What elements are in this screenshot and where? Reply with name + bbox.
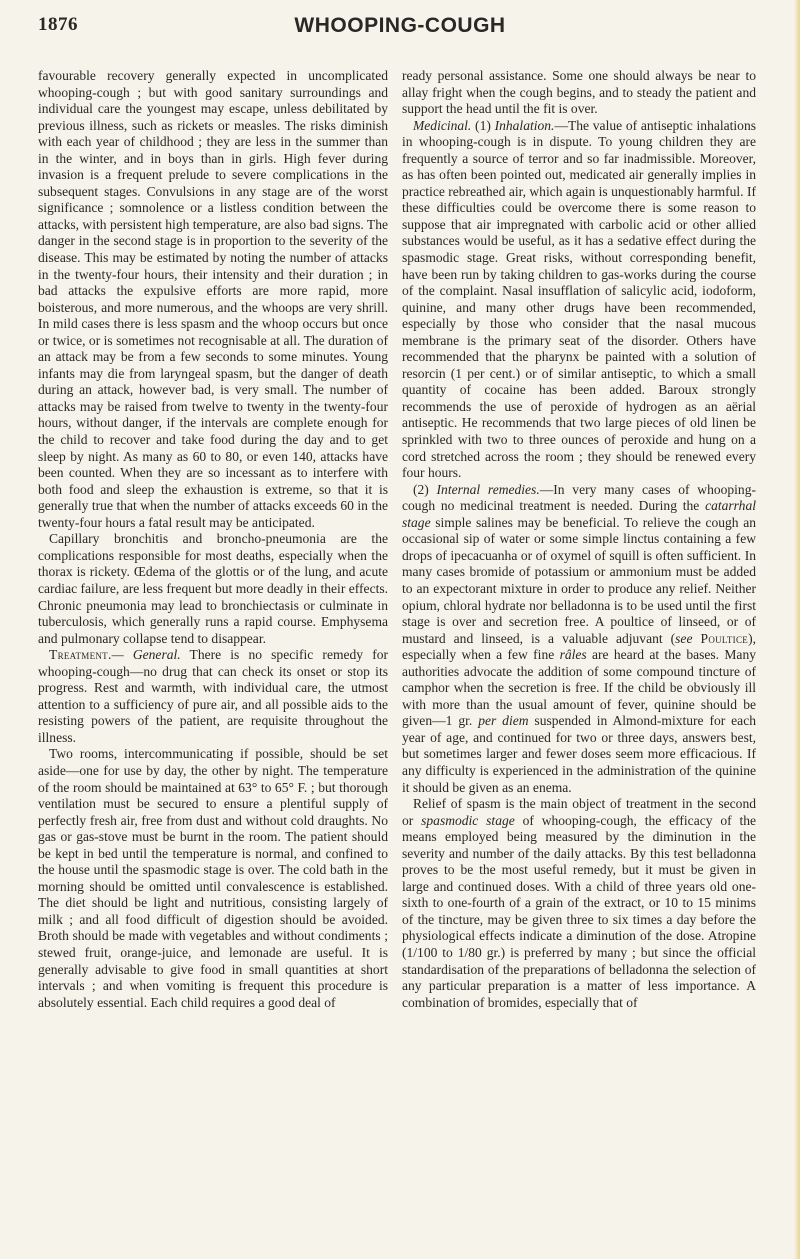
- paragraph: favourable recovery generally expected in uncomplicated whooping-cough ; but with good sanitary surroundings and individual care the youngest may escape, unless debilitated by previous illness, such as rickets or measles. The risks diminish with each year of childhood ; they are less in the summer than in the winter, and in boys than in girls. High fever during invasion is a frequent prelude to severe complications in the subsequent stages. Convulsions in any stage are of the worst significance ; somnolence or a listless condition between the attacks, with persistent high temperature, are also bad signs. The danger in the second stage is in proportion to the severity of the disease. This may be estimated by noting the number of attacks in the twenty-four hours, their intensity and their duration ; in bad attacks the expulsive efforts are more rapid, more boisterous, and more numerous, and the whoops are very shrill. In mild cases there is less spasm and the whoop occurs but once or twice, or is sometimes not recognisable at all. The duration of an attack may be from a few seconds to some minutes. Young infants may die from laryngeal spasm, but the danger of death during an attack, however bad, is very small. The number of attacks may be raised from twelve to twenty in the twenty-four hours, without danger, if the intervals are complete enough for the child to recover and take food during the day and to get sleep by night. As many as 60 to 80, or even 140, attacks have been counted. When they are so incessant as to interfere with both food and sleep the exhaustion is extreme, so that it is generally true that when the number of attacks exceeds 60 in the twenty-four hours a fatal result may be anticipated.: [38, 68, 388, 530]
- paragraph-text: simple salines may be beneficial. To relieve the cough an occasional sip of water or some simple linctus containing a few drops of ipecacuanha or of oxymel of squill is often sufficient. In many cases bromide of potassium or ammonium must be added to an expectorant mixture in order to produce any relief. Neither opium, chloral hydrate nor belladonna is to be used until the first stage is over and secretion free. A poultice of linseed, or of mustard and linseed, is a valuable adjuvant (: [402, 514, 756, 646]
- paragraph: Capillary bronchitis and broncho-pneumonia are the complications responsible for most deaths, especially when the thorax is rickety. Œdema of the glottis or of the lung, and acute cardiac failure, are less frequent but more deadly in their effects. Chronic pneumonia may lead to bronchiectasis or culminate in tuberculosis, which generally runs a rapid course. Emphysema and pulmonary collapse tend to disappear.: [38, 531, 388, 646]
- item-number: (1): [471, 117, 495, 133]
- cross-reference-link: Poultice: [700, 630, 749, 646]
- paragraph: [402, 482, 756, 796]
- paragraph-text: suspended in Almond-mixture for each year of age, and continued for two or three days, answers best, but sometimes larger and fewer doses seem more efficacious. If any difficulty is experienced in the administration of the quinine it should be given as an enema.: [402, 713, 756, 795]
- running-title: WHOOPING-COUGH: [294, 14, 506, 37]
- item-number: (2): [413, 481, 437, 497]
- paragraph-text: —In very many cases of whooping-cough no medicinal treatment is needed. During the: [402, 481, 756, 514]
- page-number: 1876: [38, 14, 78, 35]
- paragraph-text: Relief of spasm is the main object of treatment in the second or: [402, 796, 756, 828]
- section-heading: Treatment.: [49, 647, 112, 663]
- subsection-heading: Inhalation.: [494, 117, 555, 133]
- left-column: [38, 68, 388, 1011]
- emphasis: see: [675, 630, 693, 646]
- emphasis: râles: [559, 647, 587, 663]
- subsection-heading: — General.: [111, 647, 181, 663]
- paragraph-text: —The value of antiseptic inhalations in whooping-cough is in dispute. To young children they are frequently a source of terror and so far inadmissible. Moreover, as has often been pointed out, medicated air generally implies in practice rebreathed air, which again is unquestionably harmful. If these difficulties could be overcome there is some reason to suppose that air impregnated with carbolic acid or other allied substances would be useful, as it has a sedative effect during the spasmodic stage. Great risks, without corresponding benefit, have been run by taking children to gas-works during the course of the complaint. Nasal insufflation of salicylic acid, iodoform, quinine, and many other drugs have been recommended, especially by those who consider that the nasal mucous membrane is the primary seat of the disorder. Others have recommended that the pharynx be painted with a solution of resorcin (1 per cent.) or of similar antiseptic, to which a small quantity of cocaine has been added. Baroux strongly recommends the use of peroxide of hydrogen as an aërial antiseptic. He recommends that two large pieces of old linen be sprinkled with two to three ounces of peroxide and hung on a cord stretched across the room ; they should be renewed every four hours.: [402, 117, 756, 481]
- paragraph-text: ), especially when a few fine: [402, 630, 756, 663]
- paragraph: [38, 647, 388, 746]
- paragraph: [402, 796, 756, 1011]
- paragraph-text: are heard at the bases. Many authorities advocate the addition of some compound tincture of camphor when the secretion is free. If the child be obviously ill with more than the usual amount of fever, quinine should be given—1 gr.: [402, 647, 756, 729]
- paragraph: ready personal assistance. Some one should always be near to allay fright when the cough begins, and to steady the patient and support the head until the fit is over.: [402, 68, 756, 117]
- paragraph-text: There is no specific remedy for whooping-cough—no drug that can check its onset or stop its progress. Rest and warmth, with individual care, the utmost attention to a sufficiency of pure air, and all possible aids to the resisting powers of the patient, are requisite throughout the illness.: [38, 647, 388, 745]
- emphasis: catarrhal stage: [402, 498, 756, 530]
- right-column: [402, 68, 756, 1011]
- page-edge: [794, 0, 800, 1259]
- subsection-heading: Internal remedies.: [436, 481, 540, 497]
- paragraph: Two rooms, intercommunicating if possible, should be set aside—one for use by day, the other by night. The temperature of the room should be maintained at 63° to 65° F. ; but thorough ventilation must be secured to ensure a plentiful supply of perfectly fresh air, free from dust and without cold draughts. No gas or gas-stove must be burnt in the room. The patient should be kept in bed until the temperature is normal, and confined to the house until the spasmodic stage is over. The cold bath in the morning should be omitted until convalescence is established. The diet should be light and nutritious, consisting largely of milk ; and all food difficult of digestion should be avoided. Broth should be made with vegetables and without condiments ; stewed fruit, orange-juice, and lemonade are useful. It is generally advisable to give food in small quantities at short intervals ; and when vomiting is frequent this procedure is absolutely essential. Each child requires a good deal of: [38, 746, 388, 1010]
- paragraph: [402, 118, 756, 482]
- emphasis: per diem: [478, 713, 529, 729]
- paragraph-text: of whooping-cough, the efficacy of the means employed being measured by the diminution in the severity and number of the daily attacks. By this test belladonna proves to be the most useful remedy, but it must be given in large and continued doses. With a child of three years old one-sixth to one-fourth of a grain of the extract, or 10 to 15 minims of the tincture, may be given three to six times a day before the physiological effects indicate a diminution of the dose. Atropine (1/100 to 1/80 gr.) is preferred by many ; but since the official standardisation of the preparations of belladonna the selection of any particular preparation is a matter of less importance. A combination of bromides, especially that of: [402, 812, 756, 1010]
- subsection-heading: Medicinal.: [413, 117, 472, 133]
- emphasis: spasmodic stage: [421, 812, 515, 828]
